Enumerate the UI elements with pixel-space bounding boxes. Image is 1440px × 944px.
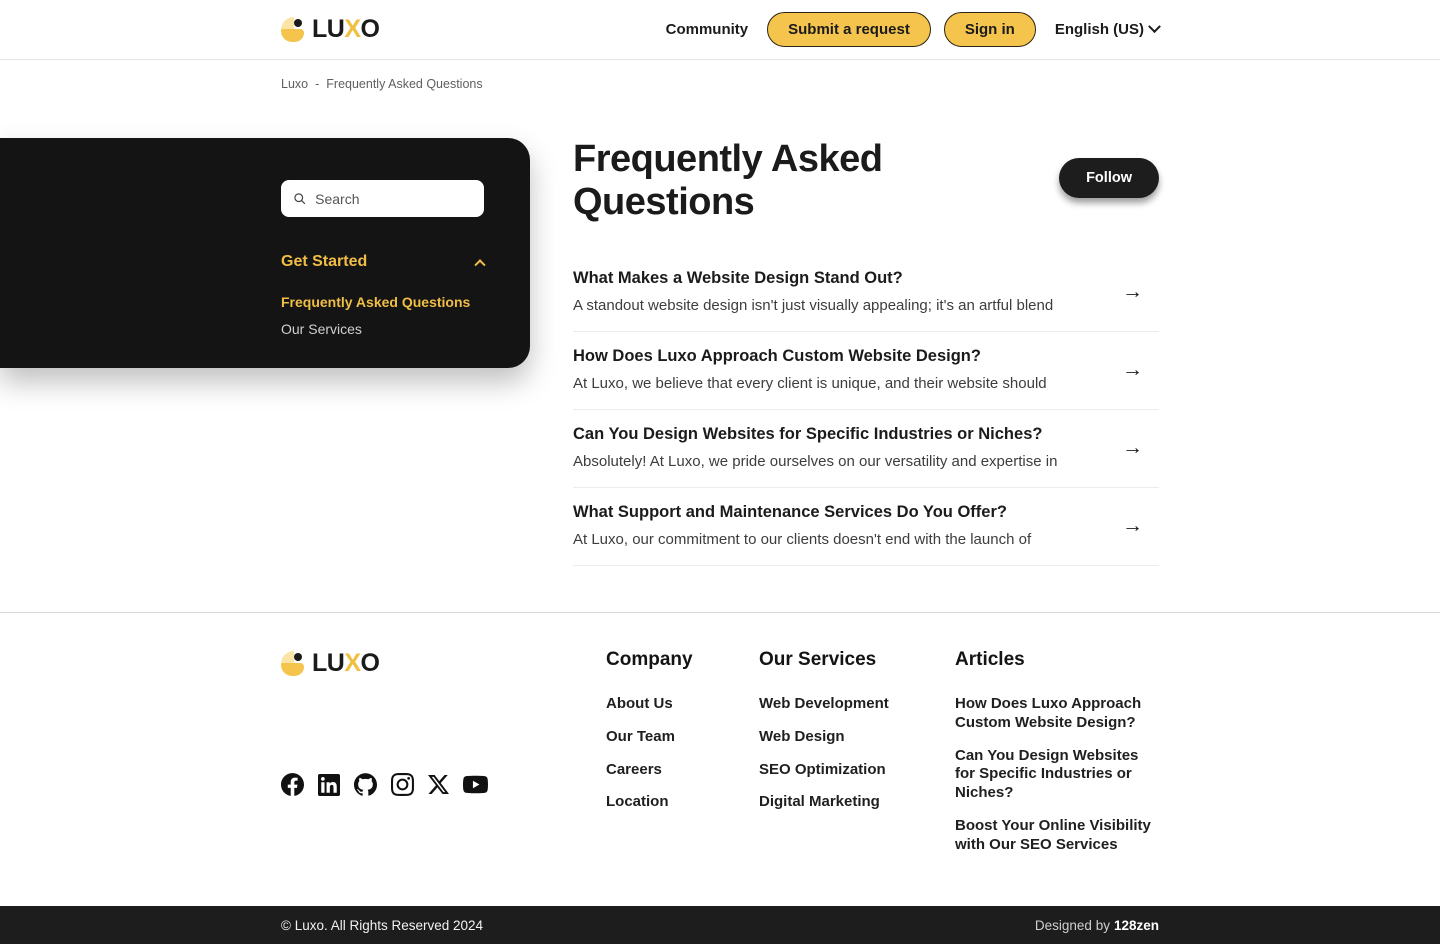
faq-question: What Support and Maintenance Services Do You Offer?	[573, 502, 1007, 521]
faq-snippet: At Luxo, our commitment to our clients doesn't end with the launch of	[573, 530, 1032, 548]
content	[573, 91, 1159, 566]
footer-link-our-team[interactable]: Our Team	[606, 727, 675, 745]
footer-link-web-design[interactable]: Web Design	[759, 727, 845, 745]
page-title: Frequently Asked Questions	[573, 138, 883, 223]
faq-item[interactable]	[573, 332, 1159, 410]
footer-article-link[interactable]: How Does Luxo Approach Custom Website Design?	[955, 695, 1142, 731]
site-footer	[0, 612, 1440, 906]
faq-question: How Does Luxo Approach Custom Website Design?	[573, 346, 981, 365]
github-icon[interactable]	[354, 773, 377, 796]
search-input[interactable]	[315, 191, 472, 207]
footer-link-seo-optimization[interactable]: SEO Optimization	[759, 760, 886, 778]
x-icon[interactable]	[428, 774, 449, 795]
site-header	[0, 0, 1440, 60]
brand-logo-icon	[281, 651, 306, 676]
brand-logo-text: LUXO	[312, 15, 380, 43]
social-links	[281, 772, 606, 797]
faq-item[interactable]	[573, 254, 1159, 332]
bottom-bar	[0, 906, 1440, 944]
submit-request-button[interactable]: Submit a request	[767, 12, 931, 47]
language-label: English (US)	[1054, 21, 1144, 38]
footer-link-careers[interactable]: Careers	[606, 760, 662, 778]
arrow-right-icon[interactable]: →	[1122, 435, 1143, 459]
sign-in-button[interactable]: Sign in	[944, 12, 1036, 47]
footer-link-location[interactable]: Location	[606, 793, 669, 811]
chevron-down-icon	[1148, 20, 1161, 33]
designed-by: Designed by 128zen	[1034, 917, 1159, 933]
faq-question: What Makes a Website Design Stand Out?	[573, 268, 903, 287]
follow-button[interactable]: Follow	[1059, 158, 1159, 198]
instagram-icon[interactable]	[391, 773, 414, 796]
faq-snippet: Absolutely! At Luxo, we pride ourselves on our versatility and expertise in	[573, 452, 1058, 470]
faq-item[interactable]	[573, 488, 1159, 566]
chevron-up-icon	[474, 259, 485, 270]
community-link[interactable]: Community	[665, 21, 749, 38]
designer-name[interactable]: 128zen	[1113, 917, 1159, 933]
footer-link-digital-marketing[interactable]: Digital Marketing	[759, 793, 880, 811]
search-icon	[293, 191, 306, 206]
footer-heading: Our Services	[759, 649, 877, 670]
footer-brand-column	[281, 649, 606, 868]
sidebar-item-frequently-asked-questions[interactable]: Frequently Asked Questions	[281, 294, 471, 310]
breadcrumb-home-link[interactable]: Luxo	[281, 77, 309, 91]
youtube-icon[interactable]	[463, 772, 488, 797]
sidebar-item-our-services[interactable]: Our Services	[281, 321, 362, 337]
linkedin-icon[interactable]	[318, 774, 340, 796]
breadcrumb-separator: -	[315, 77, 320, 91]
faq-item[interactable]	[573, 410, 1159, 488]
sidebar-section-get-started[interactable]	[281, 253, 484, 271]
faq-snippet: A standout website design isn't just visually appealing; it's an artful blend	[573, 296, 1054, 314]
brand-logo-text: LUXO	[312, 649, 380, 677]
facebook-icon[interactable]	[281, 773, 304, 796]
breadcrumb	[281, 77, 1159, 91]
faq-snippet: At Luxo, we believe that every client is unique, and their website should	[573, 374, 1047, 392]
search-box[interactable]	[281, 180, 484, 217]
footer-brand-logo[interactable]	[281, 651, 606, 676]
header-nav	[666, 12, 1159, 47]
arrow-right-icon[interactable]: →	[1122, 357, 1143, 381]
language-selector[interactable]	[1055, 21, 1159, 38]
sidebar-section-title: Get Started	[281, 253, 368, 270]
footer-link-about-us[interactable]: About Us	[606, 695, 673, 712]
breadcrumb-current: Frequently Asked Questions	[326, 77, 483, 91]
arrow-right-icon[interactable]: →	[1122, 513, 1143, 537]
footer-article-link[interactable]: Boost Your Online Visibility with Our SEO Services	[955, 816, 1151, 853]
footer-heading: Company	[606, 649, 693, 670]
brand-logo[interactable]	[281, 17, 379, 42]
brand-logo-icon	[281, 17, 306, 42]
footer-article-link[interactable]: Can You Design Websites for Specific Industries or Niches?	[955, 746, 1139, 801]
footer-link-web-development[interactable]: Web Development	[759, 695, 889, 712]
footer-column-services	[759, 649, 955, 868]
copyright-text: © Luxo. All Rights Reserved 2024	[281, 917, 484, 933]
sidebar-links	[281, 294, 484, 337]
footer-column-company	[606, 649, 759, 868]
footer-heading: Articles	[955, 649, 1025, 670]
faq-list	[573, 254, 1159, 566]
sidebar	[0, 138, 530, 368]
faq-question: Can You Design Websites for Specific Industries or Niches?	[573, 424, 1043, 443]
arrow-right-icon[interactable]: →	[1122, 279, 1143, 303]
footer-column-articles	[955, 649, 1159, 868]
main-area	[0, 91, 1440, 612]
